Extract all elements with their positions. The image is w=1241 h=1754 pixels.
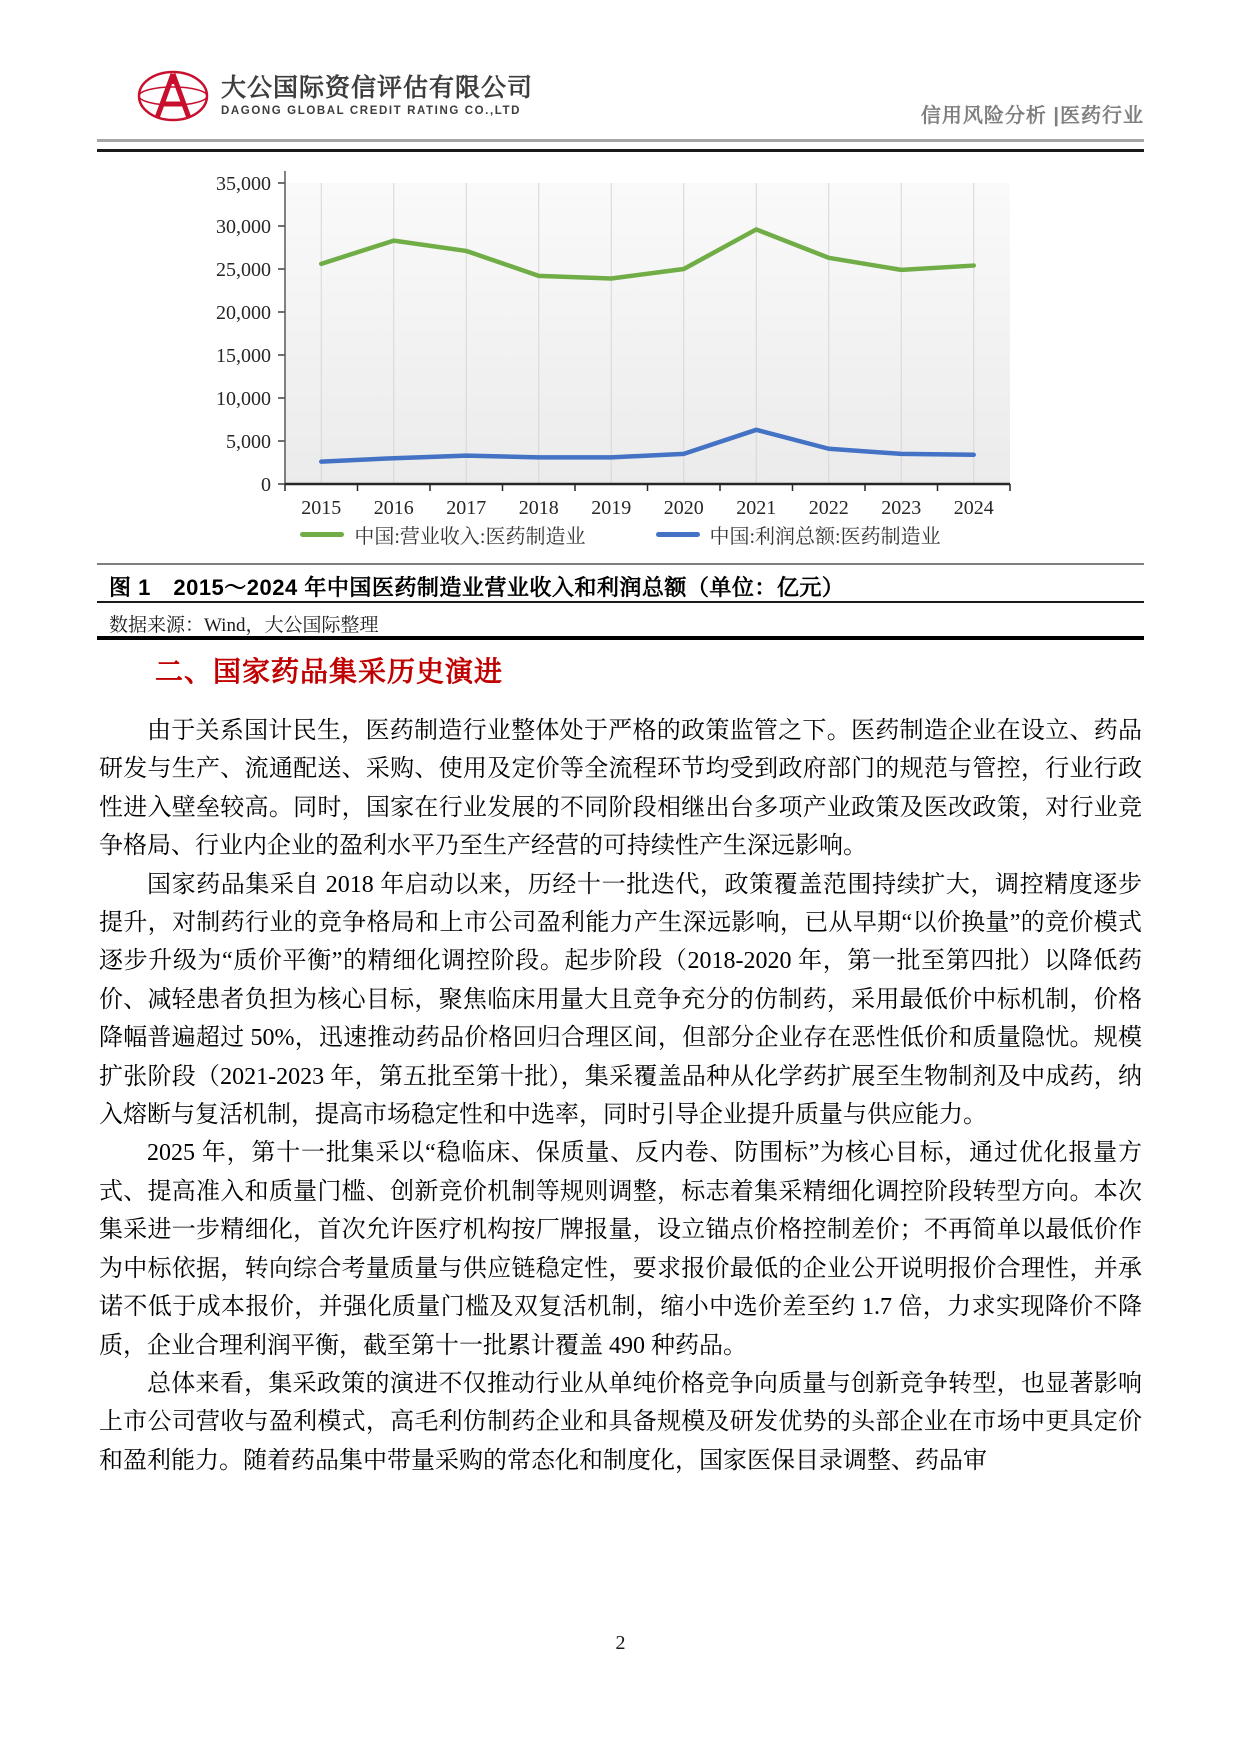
- svg-text:35,000: 35,000: [216, 173, 271, 195]
- company-name-en: DAGONG GLOBAL CREDIT RATING CO.,LTD: [221, 105, 522, 118]
- legend-item-profit: [656, 520, 941, 549]
- svg-text:10,000: 10,000: [216, 388, 271, 410]
- profit-line-swatch: [656, 532, 700, 537]
- body-text: [99, 712, 1142, 1480]
- industry-label: 医药行业: [1060, 105, 1144, 127]
- dagong-globe-icon: [137, 70, 209, 122]
- svg-text:2024: 2024: [953, 497, 994, 519]
- revenue-series-label: 中国:营业收入:医药制造业: [354, 526, 586, 548]
- company-name-cn: 大公国际资信评估有限公司: [221, 73, 534, 102]
- paragraph-1: 由于关系国计民生，医药制造行业整体处于严格的政策监管之下。医药制造企业在设立、药品研发与生产、流通配送、采购、使用及定价等全流程环节均受到政府部门的规范与管控，行业行政性进入壁垒较高。同时，国家在行业发展的不同阶段相继出台多项产业政策及医改政策，对行业竞争格局、行业内企业的盈利水平乃至生产经营的可持续性产生深远影响。: [99, 718, 1142, 860]
- header-doc-type: [921, 99, 1144, 128]
- data-source-note: 数据来源：Wind，大公国际整理: [109, 615, 379, 636]
- svg-text:2016: 2016: [373, 497, 414, 519]
- profit-series-label: 中国:利润总额:医药制造业: [709, 526, 941, 548]
- caption-bottom-rule: [97, 601, 1144, 603]
- svg-text:2021: 2021: [736, 497, 777, 519]
- svg-text:2020: 2020: [663, 497, 704, 519]
- figure-caption: 图 1 2015～2024 年中国医药制造业营业收入和利润总额（单位：亿元）: [109, 575, 845, 600]
- svg-text:30,000: 30,000: [216, 216, 271, 238]
- header-divider: |: [1053, 105, 1060, 127]
- revenue-line-swatch: [300, 532, 344, 537]
- chart-legend: [97, 520, 1144, 549]
- paragraph-4: 总体来看，集采政策的演进不仅推动行业从单纯价格竞争向质量与创新竞争转型，也显著影响上市公司营收与盈利模式，高毛利仿制药企业和具备规模及研发优势的头部企业在市场中更具定价和盈利能力。随着药品集中带量采购的常态化和制度化，国家医保目录调整、药品审: [99, 1370, 1142, 1474]
- svg-text:20,000: 20,000: [216, 302, 271, 324]
- svg-text:2022: 2022: [808, 497, 849, 519]
- svg-text:2017: 2017: [446, 497, 487, 519]
- svg-text:2023: 2023: [881, 497, 922, 519]
- svg-text:25,000: 25,000: [216, 259, 271, 281]
- caption-top-rule: [97, 563, 1144, 565]
- legend-item-revenue: [300, 520, 585, 549]
- svg-text:2019: 2019: [591, 497, 632, 519]
- company-name: [221, 75, 533, 118]
- page-header: [97, 70, 1144, 132]
- chart-canvas: [97, 152, 1144, 544]
- figure1-line-chart: [97, 152, 1144, 544]
- paragraph-3: 2025 年，第十一批集采以“稳临床、保质量、反内卷、防围标”为核心目标，通过优化报量方式、提高准入和质量门槛、创新竞价机制等规则调整，标志着集采精细化调控阶段转型方向。本次集采进一步精细化，首次允许医疗机构按厂牌报量，设立锚点价格控制差价；不再简单以最低价作为中标依据，转向综合考量质量与供应链稳定性，要求报价最低的企业公开说明报价合理性，并承诺不低于成本报价，并强化质量门槛及双复活机制，缩小中选价差至约 1.7 倍，力求实现降价不降质，企业合理利润平衡，截至第十一批累计覆盖 490 种药品。: [99, 1140, 1142, 1359]
- svg-text:5,000: 5,000: [226, 431, 271, 453]
- svg-text:2015: 2015: [301, 497, 342, 519]
- doc-type-label: 信用风险分析: [920, 105, 1047, 127]
- page-number: 2: [615, 1632, 626, 1654]
- company-logo: [137, 70, 533, 122]
- svg-text:15,000: 15,000: [216, 345, 271, 367]
- section-heading: 二、国家药品集采历史演进: [155, 656, 504, 687]
- source-bottom-rule: [97, 636, 1144, 640]
- svg-text:0: 0: [261, 474, 271, 496]
- svg-text:2018: 2018: [518, 497, 559, 519]
- paragraph-2: 国家药品集采自 2018 年启动以来，历经十一批迭代，政策覆盖范围持续扩大，调控精度逐步提升，对制药行业的竞争格局和上市公司盈利能力产生深远影响，已从早期“以价换量”的竞价模式逐步升级为“质价平衡”的精细化调控阶段。起步阶段（2018-2020 年，第一批至第四批）以降低药价、减轻患者负担为核心目标，聚焦临床用量大且竞争充分的仿制药，采用最低价中标机制，价格降幅普遍超过 50%，迅速推动药品价格回归合理区间，但部分企业存在恶性低价和质量隐忧。规模扩张阶段（2021-2023 年，第五批至第十批），集采覆盖品种从化学药扩展至生物制剂及中成药，纳入熔断与复活机制，提高市场稳定性和中选率，同时引导企业提升质量与供应能力。: [99, 871, 1142, 1129]
- header-rule-gray: [97, 139, 1144, 142]
